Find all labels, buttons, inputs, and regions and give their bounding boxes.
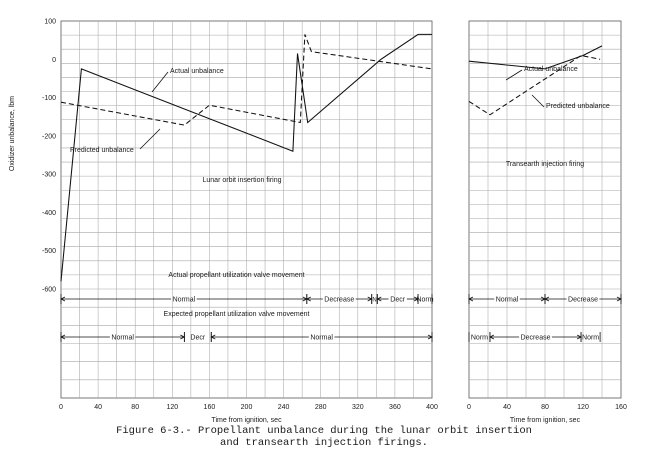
x-tick-label: 120	[577, 404, 589, 411]
x-tick-label: 400	[426, 404, 438, 411]
x-tick-label: 240	[277, 404, 290, 411]
x-tick-label: 40	[94, 404, 102, 411]
x-tick-label: 0	[59, 404, 63, 411]
valve-segment-label: Normal	[111, 334, 134, 342]
valve-segment-label: Normal	[310, 334, 333, 342]
firing-annotation: Lunar orbit insertion firing	[202, 177, 282, 184]
actual-unbalance-label: Actual unbalance	[170, 68, 224, 75]
x-axis-label: Time from ignition, sec	[509, 417, 581, 424]
actual-callout-leader	[506, 70, 522, 80]
x-tick-label: 280	[314, 404, 327, 411]
y-tick-label: -300	[41, 171, 56, 179]
firing-annotation: Transearth injection firing	[505, 161, 585, 168]
x-tick-label: 160	[203, 404, 216, 411]
valve-segment-label: Decrease	[324, 296, 355, 304]
predicted-callout-leader	[140, 129, 160, 149]
y-tick-label: -500	[41, 248, 56, 256]
x-tick-label: 200	[240, 404, 253, 411]
x-tick-label: 120	[166, 404, 179, 411]
valve-segment-label: Normal	[495, 296, 519, 304]
y-tick-label: -600	[41, 286, 56, 294]
y-tick-label: -400	[41, 209, 56, 217]
actual-callout-leader	[152, 72, 168, 92]
predicted-unbalance-label: Predicted unbalance	[70, 147, 134, 154]
y-tick-label: -200	[41, 133, 56, 141]
x-tick-label: 320	[351, 404, 364, 411]
x-tick-label: 360	[389, 404, 401, 411]
valve-segment-label: Decr	[390, 296, 406, 304]
x-tick-label: 160	[615, 404, 627, 411]
valve-segment-label: Norm	[582, 334, 600, 342]
x-tick-label: 40	[503, 404, 511, 411]
x-tick-label: 80	[131, 404, 140, 411]
valve-track-title: Expected propellant utilization valve movement	[163, 311, 310, 318]
y-axis-label: Oxidizer unbalance, lbm	[9, 96, 16, 172]
x-tick-label: 80	[541, 404, 549, 411]
valve-segment-label: Decr	[190, 334, 206, 342]
y-tick-label: -100	[41, 95, 56, 103]
actual-unbalance-label: Actual unbalance	[524, 66, 578, 73]
y-tick-label: 0	[52, 56, 56, 64]
text-layer	[9, 19, 627, 425]
y-tick-label: 100	[44, 18, 56, 26]
valve-segment-label: Decrease	[520, 334, 551, 342]
predicted-callout-leader	[532, 95, 544, 107]
caption-line-2: and transearth injection firings.	[220, 437, 428, 449]
valve-segment-label: Norm	[416, 296, 434, 304]
valve-track-title: Actual propellant utilization valve movement	[168, 272, 305, 279]
valve-segment-label: Normal	[172, 296, 196, 304]
valve-segment-label: Norm	[470, 334, 489, 342]
valve-segment-label: Decrease	[568, 296, 598, 304]
predicted-unbalance-label: Predicted unbalance	[546, 103, 610, 110]
x-tick-label: 0	[467, 404, 471, 411]
x-axis-label: Time from ignition, sec	[211, 417, 282, 424]
caption-line-1: Figure 6-3.- Propellant unbalance during the lunar orbit insertion	[116, 425, 532, 437]
valve-segment-label: N	[372, 297, 377, 304]
